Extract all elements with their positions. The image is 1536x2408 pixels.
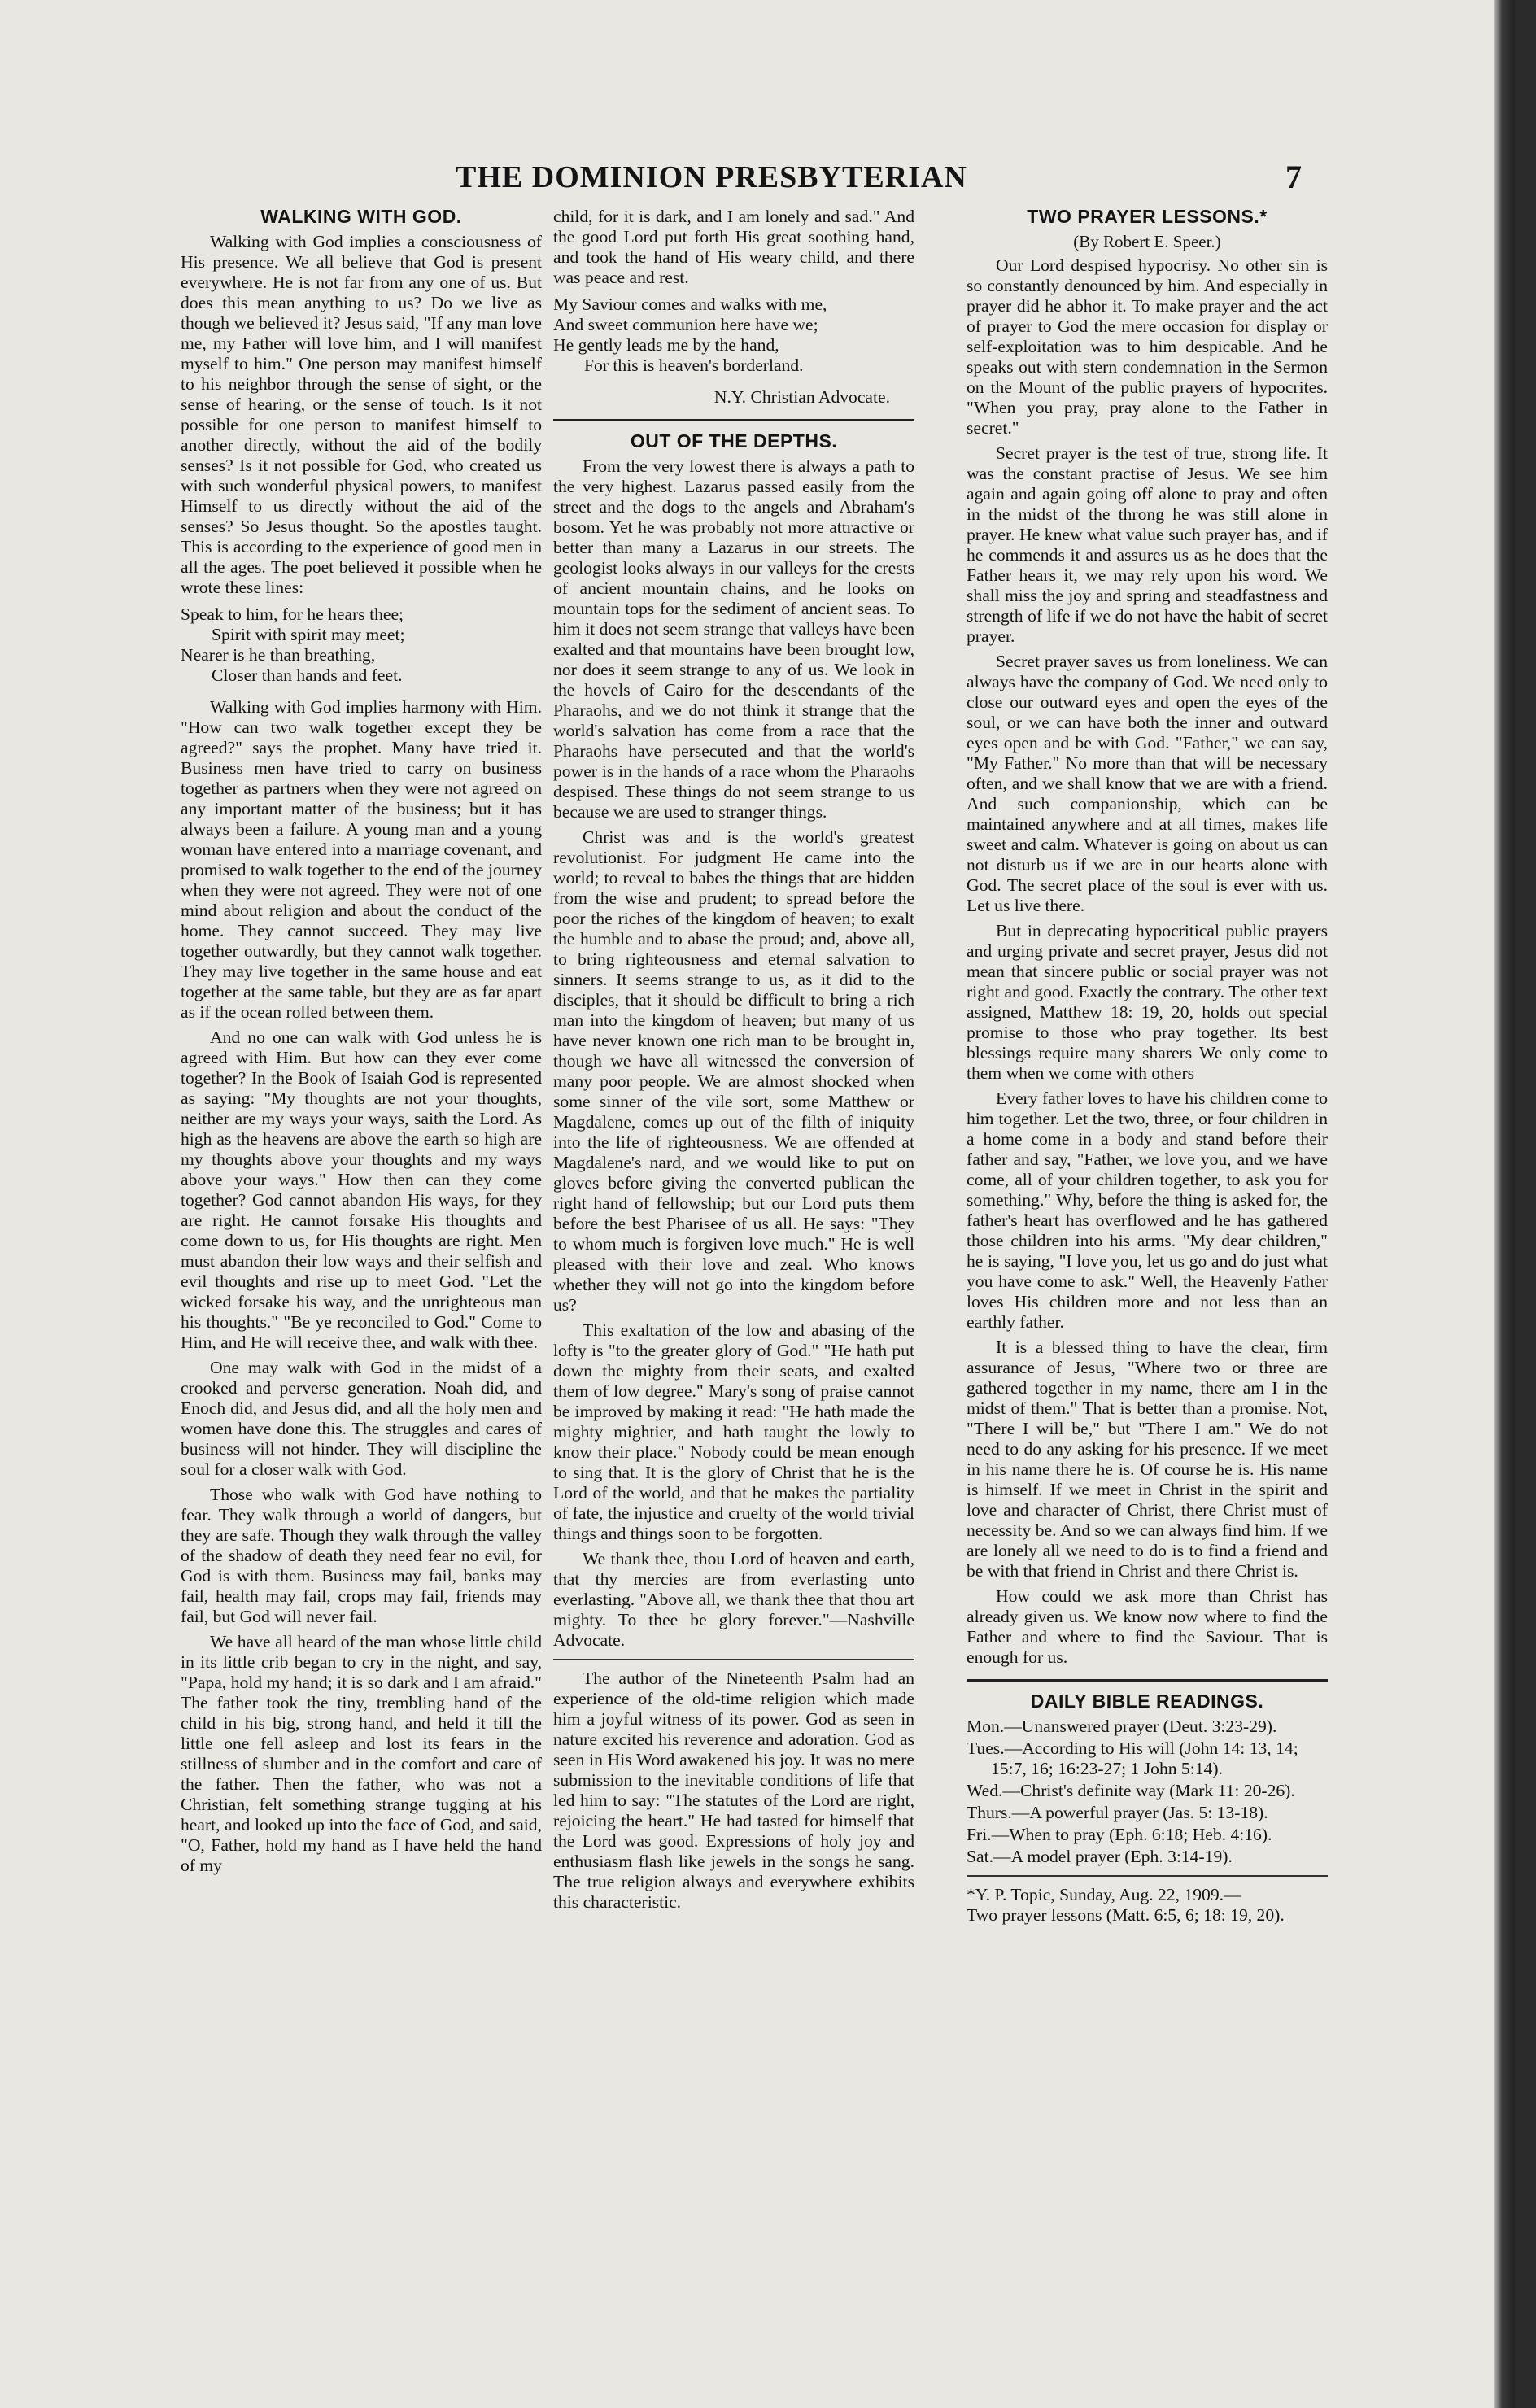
page-edge-shadow	[1494, 0, 1515, 2408]
article-credit: N.Y. Christian Advocate.	[713, 387, 890, 407]
article-heading-walking-with-god: WALKING WITH GOD.	[260, 206, 462, 227]
reading-item: Sat.—A model prayer (Eph. 3:14-19).	[967, 1847, 1233, 1866]
paragraph: The author of the Nineteenth Psalm had an experience of the old-time religion which made him a joyful witness of its power. God as seen in nature excited his reverence and adoration. God as seen in His Word awakened his joy. It was no mere submission to the inevitable conditions of life that led him to say: "The statutes of the Lord are right, rejoicing the heart." He had tasted for himself that the Lord was good. Expressions of holy joy and enthusiasm flash like jewels in the songs he sang. The true religion always and everywhere exhibits this characteristic.	[553, 1669, 914, 1912]
reading-item: Wed.—Christ's definite way (Mark 11: 20-26).	[967, 1781, 1295, 1800]
divider	[553, 419, 914, 421]
masthead-title: THE DOMINION PRESBYTERIAN	[456, 160, 967, 194]
readings-heading: DAILY BIBLE READINGS.	[1030, 1690, 1264, 1712]
footnote	[967, 1885, 1328, 1926]
paragraph: And no one can walk with God unless he is agreed with Him. But how can they ever come together? In the Book of Isaiah God is represented as saying: "My thoughts are not your thoughts, neither are my ways your ways, saith the Lord. As high as the heavens are above the earth so high are my thoughts above your thoughts and my ways above your ways." How then can they come together? God cannot abandon His ways, for they are right. He cannot forsake His thoughts and come down to us, for His thoughts are right. Men must abandon their low ways and their selfish and evil thoughts and rise up to meet God. "Let the wicked forsake his way, and the unrighteous man his thoughts." "Be ye reconciled to God." Come to Him, and He will receive thee, and walk with thee.	[181, 1027, 542, 1352]
bible-readings-list	[967, 1717, 1328, 1867]
paragraph: How could we ask more than Christ has already given us. We know now where to find the Father and where to find the Saviour. That is enough for us.	[967, 1586, 1328, 1667]
paragraph: Our Lord despised hypocrisy. No other sin is so constantly denounced by him. And especially in prayer did he abhor it. To make prayer and the act of prayer to God the mere occasion for display or self-exploitation was to him despicable. And he speaks out with stern condemnation in the Sermon on the Mount of the public prayers of hypocrites. "When you pray, pray alone to the Father in secret."	[967, 255, 1328, 438]
article-byline: (By Robert E. Speer.)	[1073, 232, 1221, 251]
paragraph: Walking with God implies a consciousness of His presence. We all believe that God is present everywhere. He is not far from any one of us. But does this mean anything to us? Do we live as though we believed it? Jesus said, "If any man love me, my Father will love him, and I will manifest myself to him." One person may manifest himself to his neighbor through the sense of sight, or the sense of hearing, or the sense of touch. Is it not possible for one person to manifest himself to another directly, without the aid of the bodily senses? Is it not possible for God, who created us with such wonderful physical powers, to manifest Himself to us directly without the aid of the senses? So Jesus thought. So the apostles taught. This is according to the experience of good men in all the ages. The poet believed it possible when he wrote these lines:	[181, 232, 542, 597]
divider	[967, 1875, 1328, 1877]
reading-item: Tues.—According to His will (John 14: 13, 14; 15:7, 16; 16:23-27; 1 John 5:14).	[967, 1738, 1298, 1778]
verse-line: For this is heaven's borderland.	[584, 356, 804, 375]
column-3	[967, 207, 1328, 1926]
column-2	[553, 207, 914, 1917]
verse-line: My Saviour comes and walks with me,	[553, 294, 827, 314]
paragraph: This exaltation of the low and abasing of the lofty is "to the greater glory of God." "He hath put down the mighty from their seats, and exalted them of low degree." Mary's song of praise cannot be improved by making it read: "He hath made the mighty mightier, and hath taught the lowly to know their place." Nobody could be mean enough to sing that. It is the glory of Christ that he is the Lord of the world, and that he makes the partiality of fate, the injustice and cruelty of the world trivial things and things soon to be forgotten.	[553, 1320, 914, 1543]
paragraph-continued: child, for it is dark, and I am lonely and sad." And the good Lord put forth His great soothing hand, and took the hand of His weary child, and there was peace and rest.	[553, 207, 914, 287]
footnote-line: *Y. P. Topic, Sunday, Aug. 22, 1909.—	[967, 1885, 1241, 1904]
poem-verse	[181, 604, 542, 686]
verse-line: Nearer is he than breathing,	[181, 645, 376, 665]
paragraph: We thank thee, thou Lord of heaven and earth, that thy mercies are from everlasting unto everlasting. "Above all, we thank thee that thou art mighty. To thee be glory forever."—Nashville Advocate.	[553, 1549, 914, 1650]
paragraph: One may walk with God in the midst of a crooked and perverse generation. Noah did, and Enoch did, and Jesus did, and all the holy men and women have done this. The struggles and cares of business will not hinder. They will discipline the soul for a closer walk with God.	[181, 1358, 542, 1479]
paragraph: Those who walk with God have nothing to fear. They walk through a world of dangers, but they are safe. Though they walk through the valley of the shadow of death they need fear no evil, for God is with them. Business may fail, banks may fail, health may fail, crops may fail, friends may fail, but God will never fail.	[181, 1485, 542, 1626]
page-number: 7	[1285, 159, 1302, 195]
poem-verse	[553, 294, 914, 376]
column-1	[181, 207, 542, 1881]
paragraph: Christ was and is the world's greatest revolutionist. For judgment He came into the world; to reveal to babes the things that are hidden from the wise and prudent; to spread before the poor the riches of the kingdom of heaven; to exalt the humble and to abase the proud; and, above all, to bring righteousness and eternal salvation to sinners. It seems strange to us, as it did to the disciples, that it should be difficult to bring a rich man into the kingdom of heaven; but many of us have never known one rich man to be brought in, though we have all witnessed the conversion of many poor people. We are almost shocked when some sinner of the vile sort, some Matthew or Magdalene, comes up out of the filth of iniquity into the life of righteousness. We are offended at Magdalene's nard, and we would like to put on gloves before giving the converted publican the right hand of fellowship; but our Lord puts them before the best Pharisee of us all. He says: "They to whom much is forgiven love much." He is well pleased with their love and zeal. Who knows whether they will not go into the kingdom before us?	[553, 827, 914, 1315]
verse-line: Speak to him, for he hears thee;	[181, 604, 404, 624]
article-heading-out-of-the-depths: OUT OF THE DEPTHS.	[630, 430, 838, 452]
paragraph: Secret prayer saves us from loneliness. We can always have the company of God. We need only to close our outward eyes and open the eyes of the soul, or we can have both the inner and outward eyes open and be with God. "Father," we can say, "My Father." No more than that will be necessary often, and we shall know that we are with a friend. And such companionship, which can be maintained anywhere and at all times, makes life sweet and calm. Whatever is going on about us can not disturb us if we are in our hearts alone with God. The secret place of the soul is ever with us. Let us live there.	[967, 652, 1328, 915]
verse-line: He gently leads me by the hand,	[553, 335, 779, 355]
reading-item: Thurs.—A powerful prayer (Jas. 5: 13-18).	[967, 1803, 1268, 1822]
paragraph: Walking with God implies harmony with Him. "How can two walk together except they be agreed?" says the prophet. Many have tried it. Business men have tried to carry on business together as partners when they were not agreed on any important matter of the business; but it has always been a failure. A young man and a young woman have entered into a marriage covenant, and promised to walk together to the end of the journey when they were not agreed. They were not of one mind about religion and about the conduct of the home. They cannot succeed. They may live together outwardly, but they cannot walk together. They may live together in the same house and eat together at the same table, but they are as far apart as if the ocean rolled between them.	[181, 697, 542, 1022]
reading-item: Mon.—Unanswered prayer (Deut. 3:23-29).	[967, 1717, 1277, 1736]
paragraph: We have all heard of the man whose little child in its little crib began to cry in the night, and say, "Papa, hold my hand; it is so dark and I am afraid." The father took the tiny, trembling hand of the child in his big, strong hand, and held it till the little one fell asleep and lost its fears in the stillness of slumber and in the comfort and care of the father. Then the father, who was not a Christian, felt something strange tugging at his heart, and looked up into the face of God, and said, "O, Father, hold my hand as I have held the hand of my	[181, 1632, 542, 1875]
paragraph: From the very lowest there is always a path to the very highest. Lazarus passed easily from the street and the dogs to the angels and Abraham's bosom. Yet he was probably not more attractive or better than many a Lazarus in our streets. The geologist looks always in our valleys for the crests of ancient mountain chains, and he looks on mountain tops for the sediment of ancient seas. To him it does not seem strange that valleys have been exalted and that mountains have been brought low, nor does it seem strange to any of us. We look in the hovels of Cairo for the descendants of the Pharaohs, and we do not think it strange that the world's salvation has come from a race that the Pharaohs have persecuted and that the world's power is in the hands of a race whom the Pharaohs despised. These things do not seem strange to us because we are used to stranger things.	[553, 456, 914, 822]
divider	[967, 1679, 1328, 1682]
verse-line: Spirit with spirit may meet;	[212, 625, 405, 644]
reading-item: Fri.—When to pray (Eph. 6:18; Heb. 4:16).	[967, 1825, 1272, 1844]
paragraph: It is a blessed thing to have the clear, firm assurance of Jesus, "Where two or three are gathered together in my name, there am I in the midst of them." That is better than a promise. Not, "There I will be," but "There I am." We do not need to do any asking for his presence. If we meet in his name there he is. Of course he is. His name is himself. If we meet in Christ in the spirit and love and character of Christ, there Christ must of necessity be. And so we can always find him. If we are lonely all we need to do is to find a friend and be with that friend in Christ and there Christ is.	[967, 1337, 1328, 1581]
paragraph: Secret prayer is the test of true, strong life. It was the constant practise of Jesus. We see him again and again going off alone to pray and often in the midst of the throng he was still alone in prayer. He knew what value such prayer has, and if he commends it and assures us as he does that the Father hears it, we may rely upon his word. We shall miss the joy and spring and steadfastness and strength of life if we do not have the habit of secret prayer.	[967, 443, 1328, 646]
verse-line: And sweet communion here have we;	[553, 315, 818, 334]
article-heading-two-prayer-lessons: TWO PRAYER LESSONS.*	[1027, 206, 1268, 227]
footnote-line: Two prayer lessons (Matt. 6:5, 6; 18: 19, 20).	[967, 1905, 1285, 1925]
verse-line: Closer than hands and feet.	[212, 665, 403, 685]
divider	[553, 1659, 914, 1660]
paragraph: But in deprecating hypocritical public prayers and urging private and secret prayer, Jesus did not mean that sincere public or social prayer was not right and good. Exactly the contrary. The other text assigned, Matthew 18: 19, 20, holds out special promise to those who pray together. Its best blessings require many sharers We only come to them when we come with others	[967, 921, 1328, 1083]
paragraph: Every father loves to have his children come to him together. Let the two, three, or four children in a home come in a body and stand before their father and say, "Father, we love you, and we have come, all of your children together, to ask you for something." Why, before the thing is asked for, the father's heart has overflowed and he has gathered those children into his arms. "My dear children," he is saying, "I love you, let us go and do just what you have come to ask." Well, the Heavenly Father loves His children more and not less than an earthly father.	[967, 1088, 1328, 1332]
